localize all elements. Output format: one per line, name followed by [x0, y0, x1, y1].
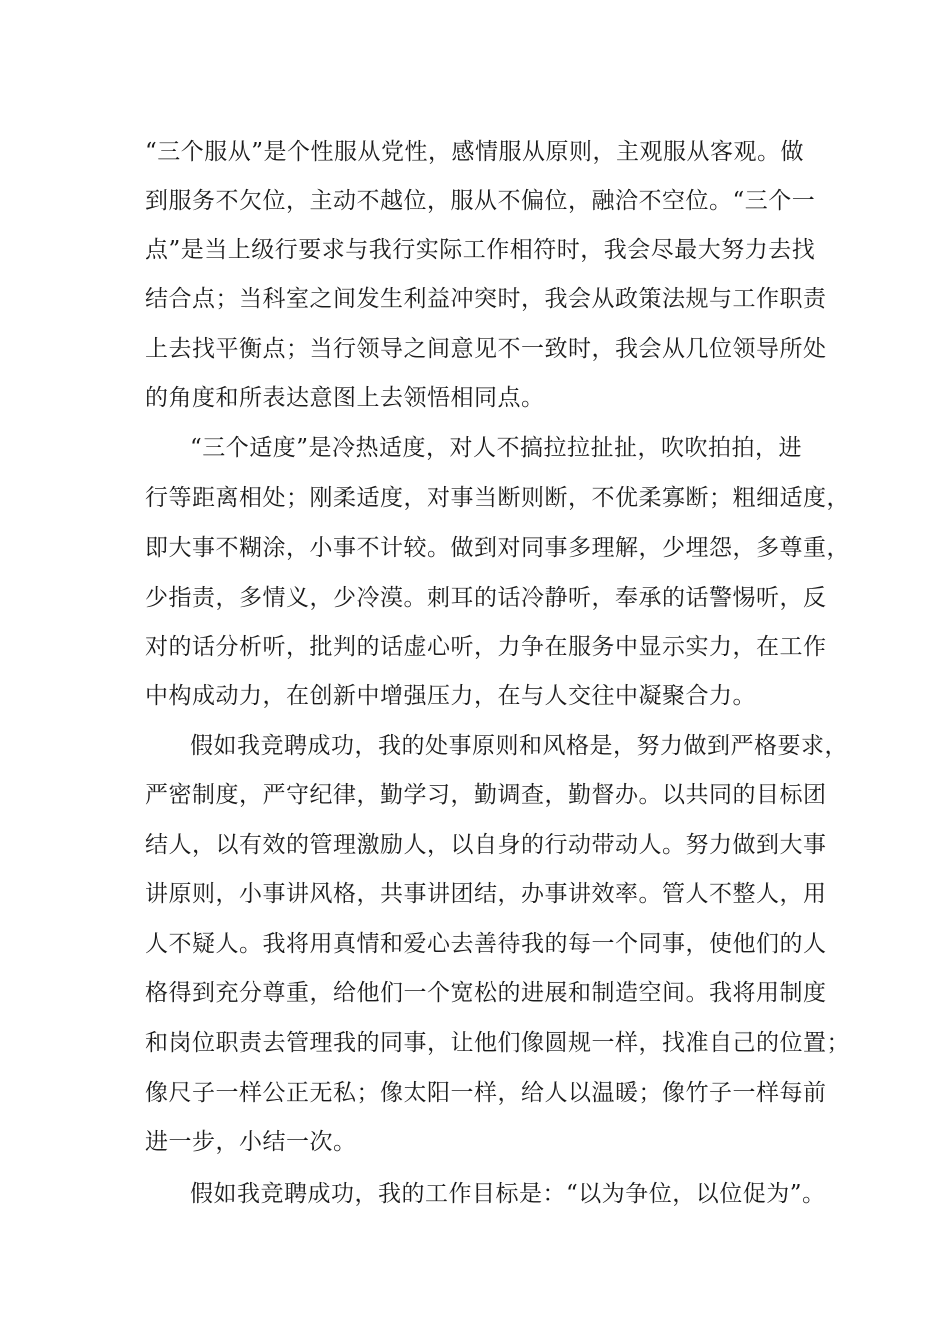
text-line: 讲原则，小事讲风格，共事讲团结，办事讲效率。管人不整人，用	[145, 881, 827, 907]
text-line: 像尺子一样公正无私；像太阳一样，给人以温暖；像竹子一样每前	[145, 1080, 827, 1106]
text-line: 和岗位职责去管理我的同事，让他们像圆规一样，找准自己的位置；	[145, 1030, 850, 1056]
text-line: 结合点；当科室之间发生利益冲突时，我会从政策法规与工作职责	[145, 286, 827, 312]
text-line: 假如我竞聘成功，我的处事原则和风格是，努力做到严格要求，	[190, 733, 848, 759]
text-line: 进一步，小结一次。	[145, 1129, 357, 1155]
text-line: 结人，以有效的管理激励人，以自身的行动带动人。努力做到大事	[145, 832, 827, 858]
text-line: 行等距离相处；刚柔适度，对事当断则断，不优柔寡断；粗细适度，	[145, 485, 850, 511]
text-line: 对的话分析听，批判的话虚心听，力争在服务中显示实力，在工作	[145, 634, 827, 660]
text-line: 人不疑人。我将用真情和爱心去善待我的每一个同事，使他们的人	[145, 931, 827, 957]
text-line: 上去找平衡点；当行领导之间意见不一致时，我会从几位领导所处	[145, 336, 827, 362]
text-line: “三个适度”是冷热适度，对人不搞拉拉扯扯，吹吹拍拍，进	[190, 435, 803, 461]
text-line: 少指责，多情义，少冷漠。刺耳的话冷静听，奉承的话警惕听，反	[145, 585, 827, 611]
text-line: 中构成动力，在创新中增强压力，在与人交往中凝聚合力。	[145, 683, 756, 709]
text-line: “三个服从”是个性服从党性，感情服从原则，主观服从客观。做	[145, 139, 805, 165]
text-line: 到服务不欠位，主动不越位，服从不偏位，融洽不空位。“三个一	[145, 188, 816, 214]
text-line: 点”是当上级行要求与我行实际工作相符时，我会尽最大努力去找	[145, 237, 816, 263]
text-line: 假如我竞聘成功，我的工作目标是：“以为争位，以位促为”。	[190, 1181, 826, 1207]
text-line: 即大事不糊涂，小事不计较。做到对同事多理解，少埋怨，多尊重，	[145, 535, 850, 561]
text-line: 的角度和所表达意图上去领悟相同点。	[145, 385, 545, 411]
text-line: 严密制度，严守纪律，勤学习，勤调查，勤督办。以共同的目标团	[145, 782, 827, 808]
text-line: 格得到充分尊重，给他们一个宽松的进展和制造空间。我将用制度	[145, 980, 827, 1006]
